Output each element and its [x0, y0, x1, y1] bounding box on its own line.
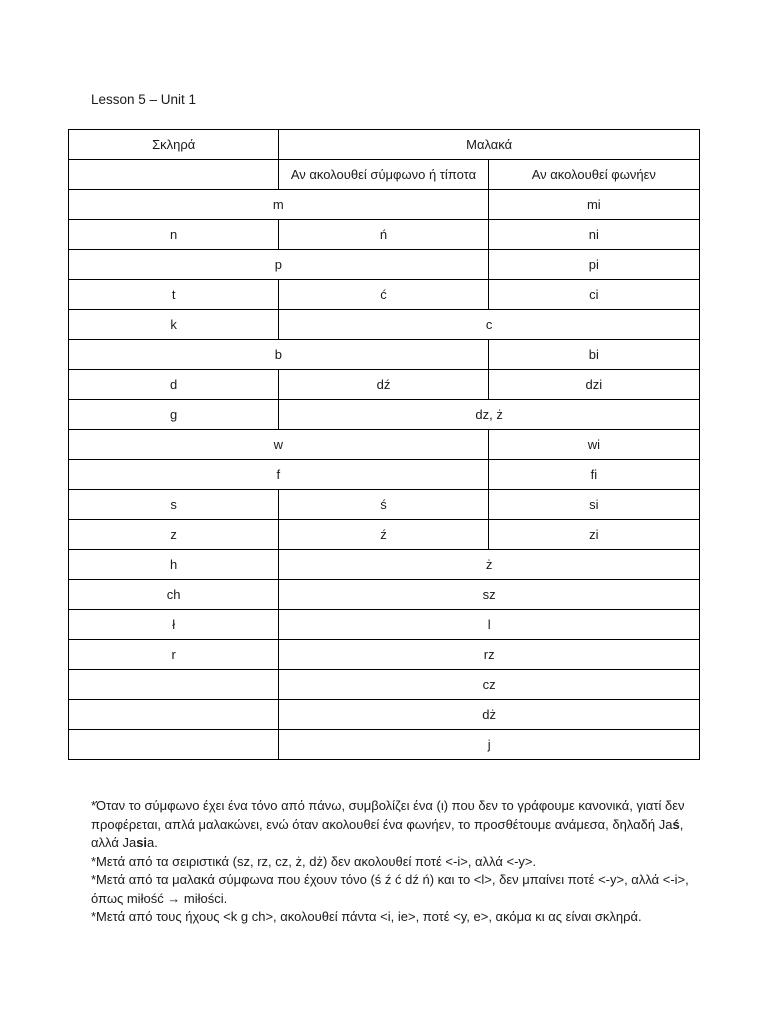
- table-cell: t: [69, 280, 279, 310]
- table-row: [69, 280, 700, 310]
- table-cell: ni: [488, 220, 699, 250]
- table-cell: ł: [69, 610, 279, 640]
- subheader-consonant: Αν ακολουθεί σύμφωνο ή τίποτα: [279, 160, 488, 190]
- table-row: [69, 250, 700, 280]
- table-row: [69, 580, 700, 610]
- note-soft-consonants: *Μετά από τα μαλακά σύμφωνα που έχουν τόνο (ś ź ć dź ń) και το <l>, δεν μπαίνει ποτέ <-y>, αλλά <-i>, όπως miłość → miłości.: [91, 872, 689, 906]
- table-cell: ń: [279, 220, 488, 250]
- table-cell: m: [69, 190, 489, 220]
- table-row: [69, 610, 700, 640]
- table-cell: [69, 670, 279, 700]
- table-cell: [69, 700, 279, 730]
- consonant-table: [68, 129, 700, 760]
- table-cell: r: [69, 640, 279, 670]
- table-subheader-row: [69, 160, 700, 190]
- table-cell: n: [69, 220, 279, 250]
- table-cell: bi: [488, 340, 699, 370]
- header-soft: Μαλακά: [279, 130, 700, 160]
- table-row: [69, 730, 700, 760]
- table-cell: ci: [488, 280, 699, 310]
- header-hard: Σκληρά: [69, 130, 279, 160]
- table-cell: fi: [488, 460, 699, 490]
- table-row: [69, 550, 700, 580]
- table-row: [69, 490, 700, 520]
- subheader-vowel: Αν ακολουθεί φωνήεν: [488, 160, 699, 190]
- table-cell: b: [69, 340, 489, 370]
- table-cell: ć: [279, 280, 488, 310]
- table-cell: mi: [488, 190, 699, 220]
- table-cell: ź: [279, 520, 488, 550]
- table-cell: sz: [279, 580, 700, 610]
- table-cell: j: [279, 730, 700, 760]
- table-row: [69, 220, 700, 250]
- table-cell: p: [69, 250, 489, 280]
- table-cell: ś: [279, 490, 488, 520]
- table-cell: d: [69, 370, 279, 400]
- table-cell: dż: [279, 700, 700, 730]
- table-row: [69, 460, 700, 490]
- page-heading: Lesson 5 – Unit 1: [91, 92, 197, 107]
- table-cell: dz, ż: [279, 400, 700, 430]
- note-soft-accent: [91, 797, 711, 853]
- table-header-row: [69, 130, 700, 160]
- table-row: [69, 700, 700, 730]
- table-cell: w: [69, 430, 489, 460]
- table-row: [69, 340, 700, 370]
- table-row: [69, 190, 700, 220]
- table-cell: z: [69, 520, 279, 550]
- table-cell: k: [69, 310, 279, 340]
- table-row: [69, 400, 700, 430]
- table-row: [69, 370, 700, 400]
- table-cell: dź: [279, 370, 488, 400]
- note-text: *Όταν το σύμφωνο έχει ένα τόνο από πάνω, συμβολίζει ένα (ι) που δεν το γράφουμε κανονικά, γιατί δεν προφέρεται, απλά μαλακώνει, ενώ όταν ακολουθεί ένα φωνήεν, το προσθέτουμε ανάμεσα, δηλαδή Ja: [91, 798, 685, 832]
- table-cell: si: [488, 490, 699, 520]
- table-cell: ch: [69, 580, 279, 610]
- table-row: [69, 310, 700, 340]
- table-cell: pi: [488, 250, 699, 280]
- table-cell: h: [69, 550, 279, 580]
- note-velars: *Μετά από τους ήχους <k g ch>, ακολουθεί πάντα <i, ie>, ποτέ <y, e>, ακόμα κι ας είναι σκληρά.: [91, 909, 642, 924]
- table-cell: rz: [279, 640, 700, 670]
- table-cell: zi: [488, 520, 699, 550]
- table-cell: c: [279, 310, 700, 340]
- table-cell: dzi: [488, 370, 699, 400]
- notes: [91, 797, 711, 927]
- table-row: [69, 430, 700, 460]
- table-row: [69, 640, 700, 670]
- table-cell: f: [69, 460, 489, 490]
- table-row: [69, 520, 700, 550]
- table-cell: wi: [488, 430, 699, 460]
- note-bold: ś: [672, 816, 680, 832]
- table-cell: l: [279, 610, 700, 640]
- subheader-blank: [69, 160, 279, 190]
- note-text: , αλλά Ja: [91, 816, 684, 850]
- note-sibilants: *Μετά από τα σειριστικά (sz, rz, cz, ż, dż) δεν ακολουθεί ποτέ <-i>, αλλά <-y>.: [91, 853, 537, 869]
- note-bold: si: [136, 835, 148, 850]
- table-cell: ż: [279, 550, 700, 580]
- table-row: [69, 670, 700, 700]
- table-cell: g: [69, 400, 279, 430]
- note-text: a.: [147, 835, 158, 850]
- table-cell: cz: [279, 670, 700, 700]
- table-cell: [69, 730, 279, 760]
- table-cell: s: [69, 490, 279, 520]
